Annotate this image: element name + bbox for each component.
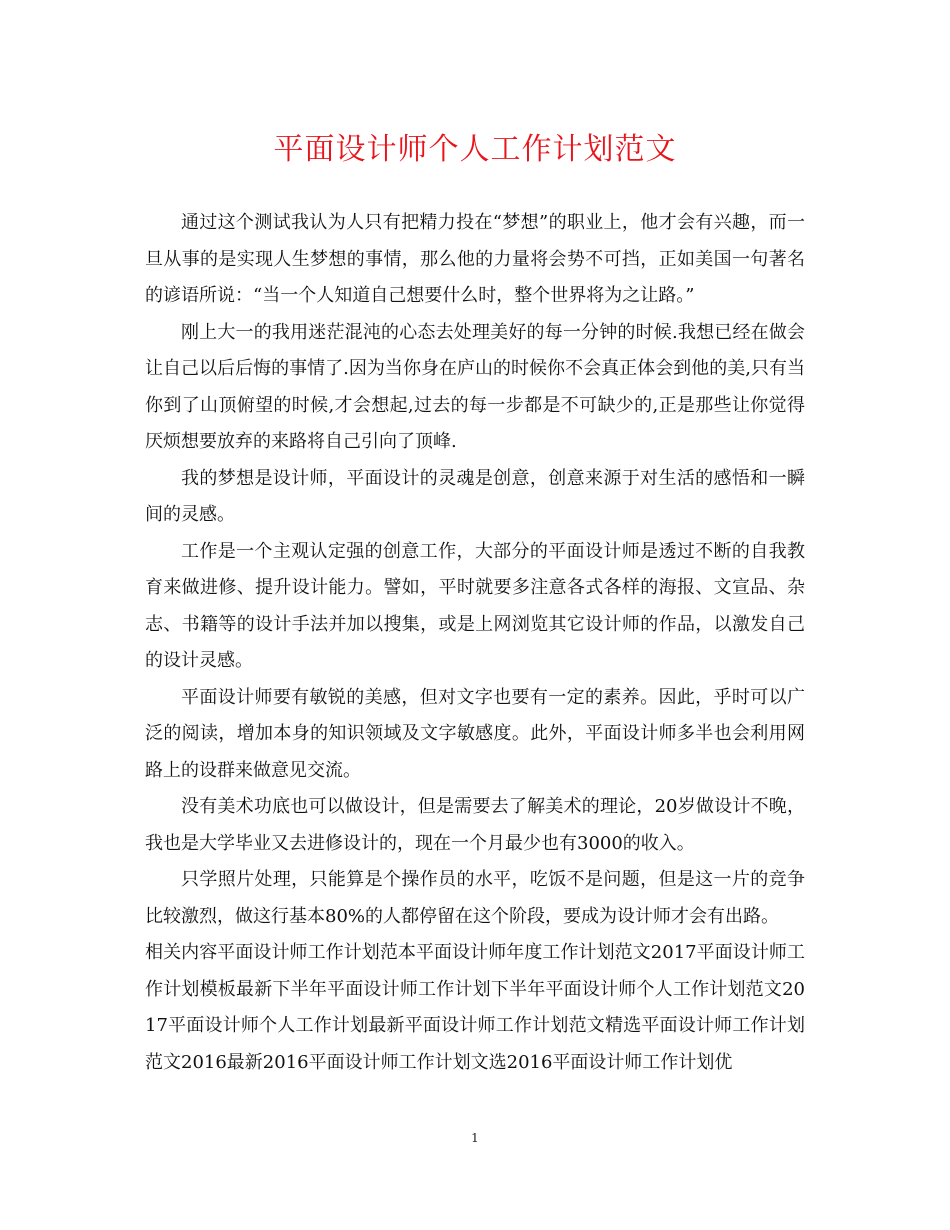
paragraph-3: 我的梦想是设计师，平面设计的灵魂是创意，创意来源于对生活的感悟和一瞬间的灵感。 [145, 467, 805, 525]
document-body [145, 205, 805, 1081]
related-content: 相关内容平面设计师工作计划范本平面设计师年度工作计划范文2017平面设计师工作计划模板最新下半年平面设计师工作计划下半年平面设计师个人工作计划范文2017平面设计师个人工作计划最新平面设计师工作计划范文精选平面设计师工作计划范文2016最新2016平面设计师工作计划文选2016平面设计师工作计划优 [145, 942, 805, 1073]
paragraph-7: 只学照片处理，只能算是个操作员的水平，吃饭不是问题，但是这一片的竞争比较激烈，做这行基本80%的人都停留在这个阶段，要成为设计师才会有出路。 [145, 869, 805, 927]
paragraph-5: 平面设计师要有敏锐的美感，但对文字也要有一定的素养。因此，乎时可以广泛的阅读，增加本身的知识领域及文字敏感度。此外，平面设计师多半也会利用网路上的设群来做意见交流。 [145, 686, 805, 781]
paragraph-4: 工作是一个主观认定强的创意工作，大部分的平面设计师是透过不断的自我教育来做进修、提升设计能力。譬如，平时就要多注意各式各样的海报、文宣品、杂志、书籍等的设计手法并加以搜集，或是上网浏览其它设计师的作品，以激发自己的设计灵感。 [145, 540, 805, 671]
paragraph-1: 通过这个测试我认为人只有把精力投在“梦想”的职业上，他才会有兴趣，而一旦从事的是实现人生梦想的事情，那么他的力量将会势不可挡，正如美国一句著名的谚语所说：“当一个人知道自己想要什么时，整个世界将为之让路。” [145, 212, 805, 306]
document-title: 平面设计师个人工作计划范文 [273, 132, 677, 167]
page-number: 1 [471, 1131, 479, 1145]
paragraph-2: 刚上大一的我用迷茫混沌的心态去处理美好的每一分钟的时候.我想已经在做会让自己以后后悔的事情了.因为当你身在庐山的时候你不会真正体会到他的美,只有当你到了山顶俯望的时候,才会想起,过去的每一步都是不可缺少的,正是那些让你觉得厌烦想要放弃的来路将自己引向了顶峰. [145, 321, 805, 452]
paragraph-6: 没有美术功底也可以做设计，但是需要去了解美术的理论，20岁做设计不晚，我也是大学毕业又去进修设计的，现在一个月最少也有3000的收入。 [145, 796, 805, 854]
